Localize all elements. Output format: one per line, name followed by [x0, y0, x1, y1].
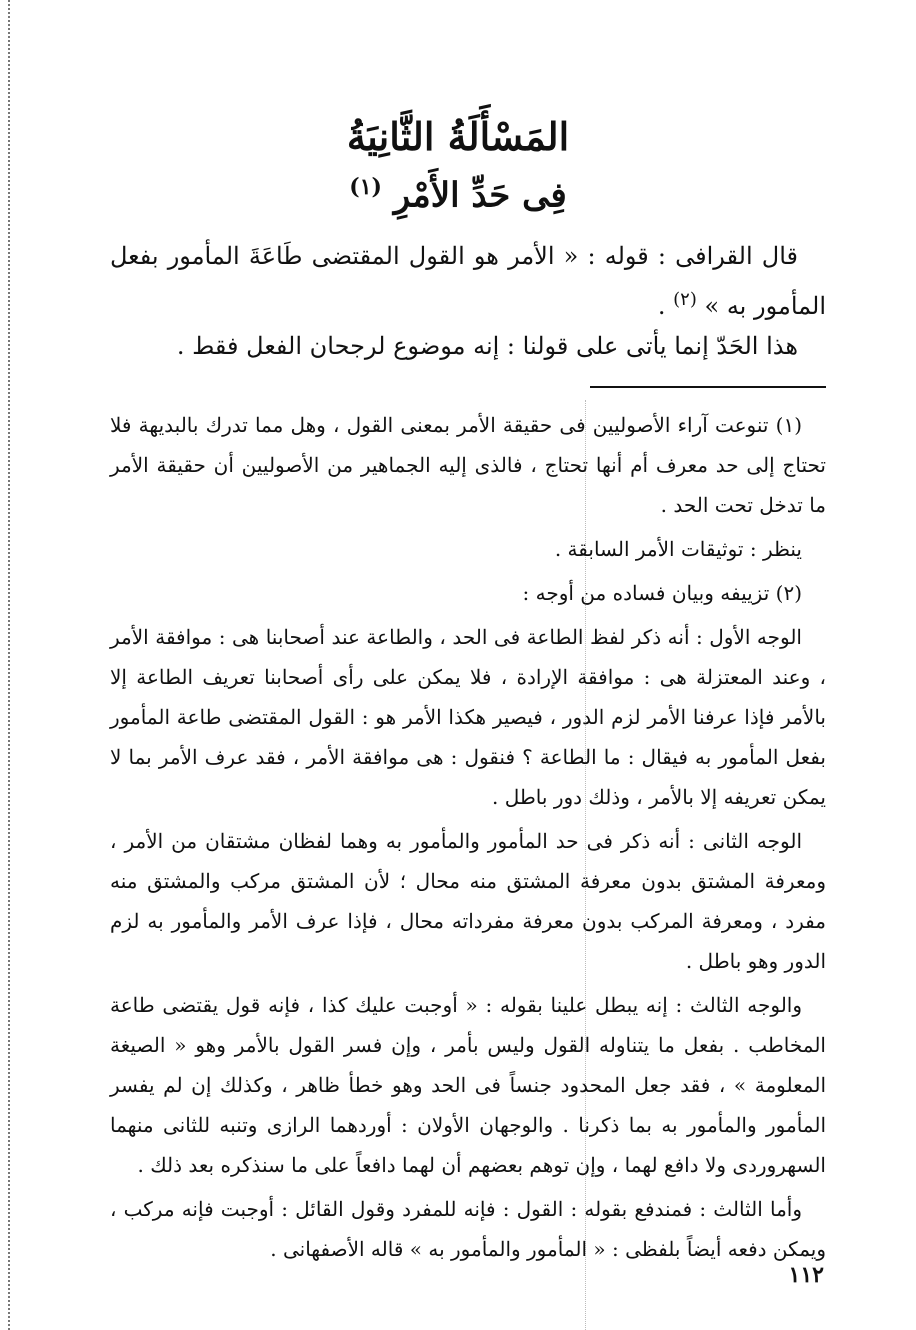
- footnote-2-response: وأما الثالث : فمندفع بقوله : القول : فإنه للمفرد وقول القائل : أوجبت فإنه مركب ، ويمكن دفعه أيضاً بلفظى : « المأمور والمأمور به » قاله الأصفهانى .: [110, 1197, 826, 1261]
- subtitle-footnote-ref: (١): [349, 174, 382, 200]
- paragraph-1-end: .: [657, 292, 666, 320]
- section-subtitle: [0, 174, 916, 216]
- footnote-2-first-aspect: الوجه الأول : أنه ذكر لفظ الطاعة فى الحد ، والطاعة عند أصحابنا هى : موافقة الأمر ، وعند المعتزلة هى : موافقة الإرادة ، فلا يمكن على رأى أصحابنا تعريف الطاعة إلا بالأمر فإذا عرفنا الأمر لزم الدور ، فيصير هكذا الأمر هو : القول المقتضى طاعة المأمور بفعل المأمور به فيقال : ما الطاعة ؟ فنقول : هى موافقة الأمر ، فقد عرف الأمر بما لا يمكن تعريفه إلا بالأمر ، وذلك دور باطل .: [110, 625, 827, 809]
- paragraph-1-footnote-ref: (٢): [673, 289, 697, 310]
- footnote-2-third-aspect: والوجه الثالث : إنه يبطل علينا بقوله : « أوجبت عليك كذا ، فإنه قول يقتضى طاعة المخاطب . بفعل ما يتناوله القول وليس بأمر ، وإن فسر القول بالأمر وهو « الصيغة المعلومة » ، فقد جعل المحدود جنساً فى الحد وهو خطأ ظاهر ، وكذلك إن لم يفسر المأمور والمأمور به بما ذكرنا . والوجهان الأولان : أوردهما الرازى وتنبه للثانى منهما السهروردى ولا دافع لهما ، وإن توهم بعضهم أن لهما دافعاً على ما سنذكره بعد ذلك .: [110, 993, 826, 1177]
- page-number: ١١٢: [788, 1262, 824, 1288]
- subtitle-text: فِى حَدِّ الأَمْرِ: [393, 175, 567, 216]
- footnote-2-second-aspect: الوجه الثانى : أنه ذكر فى حد المأمور والمأمور به وهما لفظان مشتقان من الأمر ، ومعرفة المشتق بدون معرفة المشتق منه محال ؛ لأن المشتق مركب والمشتق منه مفرد ، ومعرفة المركب بدون معرفة مفرداته محال ، فإذا عرف الأمر والمأمور به لزم الدور وهو باطل .: [110, 829, 826, 973]
- footnote-1: (١) تنوعت آراء الأصوليين فى حقيقة الأمر بمعنى القول ، وهل مما تدرك بالبديهة فلا تحتاج إلى حد معرف أم أنها تحتاج ، فالذى إليه الجماهير من الأصوليين أن حقيقة الأمر ما تدخل تحت الحد .: [110, 413, 826, 517]
- footnote-separator: [590, 386, 826, 388]
- footnotes: [110, 405, 826, 1273]
- main-paragraph-2: هذا الحَدّ إنما يأتى على قولنا : إنه موضوع لرجحان الفعل فقط .: [176, 332, 798, 360]
- footnote-2: (٢) تزييفه وبيان فساده من أوجه :: [522, 581, 802, 605]
- footnote-1-reference: ينظر : توثيقات الأمر السابقة .: [554, 537, 802, 561]
- main-paragraph-1: [110, 234, 826, 328]
- paragraph-1-text: قال القرافى : قوله : « الأمر هو القول المقتضى طَاعَةَ المأمور بفعل المأمور به »: [110, 242, 826, 320]
- section-title: المَسْأَلَةُ الثَّانِيَةُ: [346, 114, 570, 159]
